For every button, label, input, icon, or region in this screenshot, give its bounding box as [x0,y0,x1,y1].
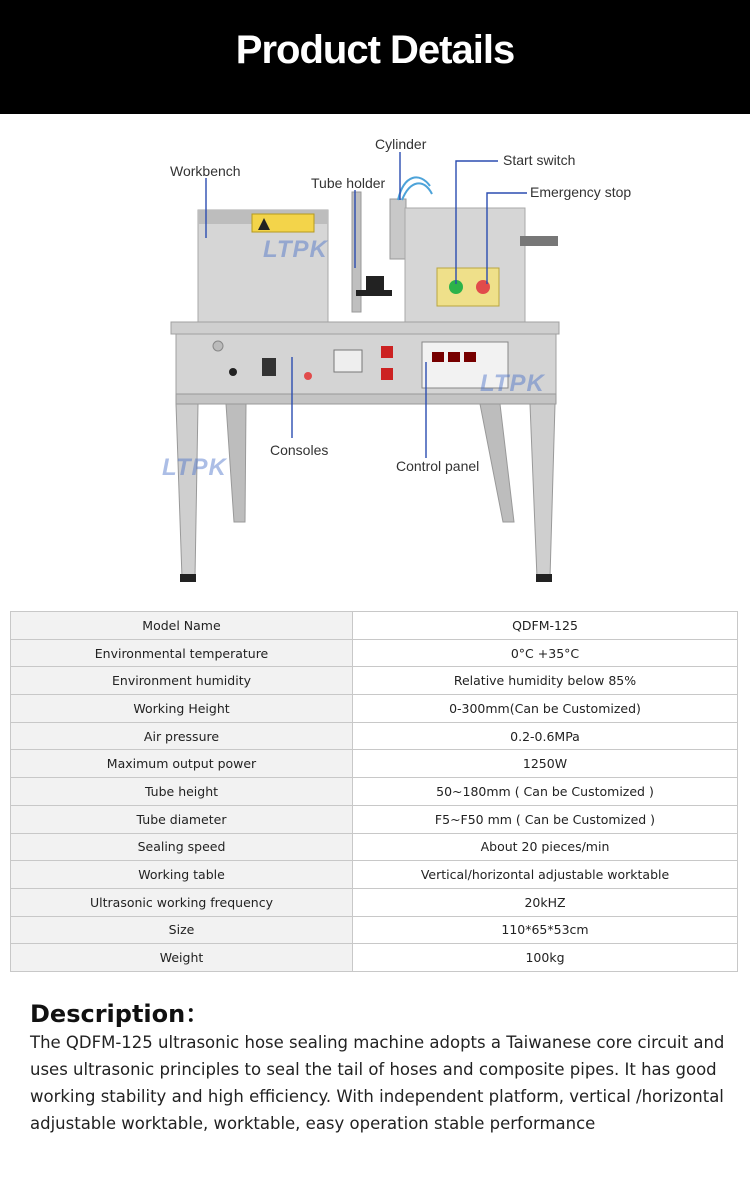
red-button [304,372,312,380]
table-row [11,888,738,916]
digit-display-2 [448,352,460,362]
stop-button [476,280,490,294]
foot [536,574,552,582]
spec-label: Ultrasonic working frequency [11,888,353,916]
page-title: Product Details [235,28,515,72]
spec-label: Air pressure [11,722,353,750]
spec-value: Relative humidity below 85% [353,667,738,695]
spec-value: Vertical/horizontal adjustable worktable [353,861,738,889]
leg-back-left [226,404,246,522]
head-shaft [520,236,558,246]
callout-start-switch: Start switch [503,152,576,168]
spec-value: QDFM-125 [353,612,738,640]
ammeter [334,350,362,372]
spec-value: 100kg [353,944,738,972]
spec-label: Environment humidity [11,667,353,695]
callout-consoles: Consoles [270,442,329,458]
leg-back-right [480,404,514,522]
spec-value: 0.2-0.6MPa [353,722,738,750]
watermark-logo: LTPK [263,236,328,263]
table-row [11,805,738,833]
machine-figure [0,114,750,610]
toggle-switch-1 [381,346,393,358]
spec-value: 50~180mm ( Can be Customized ) [353,778,738,806]
table-row [11,667,738,695]
digit-display-3 [464,352,476,362]
table-row [11,833,738,861]
table-row [11,916,738,944]
foot [180,574,196,582]
tabletop [171,322,559,334]
table-row [11,750,738,778]
table-row [11,612,738,640]
tube-holder-clamp [356,290,392,296]
spec-label: Model Name [11,612,353,640]
spec-label: Environmental temperature [11,639,353,667]
digit-display-1 [432,352,444,362]
spec-label: Working table [11,861,353,889]
spec-label: Tube height [11,778,353,806]
air-hose-2 [402,183,432,200]
spec-label: Tube diameter [11,805,353,833]
spec-label: Sealing speed [11,833,353,861]
callout-tube-holder: Tube holder [311,175,386,191]
callout-workbench: Workbench [170,163,241,179]
table-row [11,861,738,889]
spec-label: Size [11,916,353,944]
callout-cylinder: Cylinder [375,136,427,152]
spec-value: 0°C +35°C [353,639,738,667]
tube-holder-cup [366,276,384,290]
spec-value: About 20 pieces/min [353,833,738,861]
watermark-logo: LTPK [480,370,545,397]
description-text: The QDFM-125 ultrasonic hose sealing machine adopts a Taiwanese core circuit and uses ultrasonic principles to seal the tail of hoses and composite pipes. It has good working stability and high efficiency. With independent platform, vertical /horizontal adjustable worktable, worktable, easy operation stable performance [30,1033,725,1133]
spec-value: F5~F50 mm ( Can be Customized ) [353,805,738,833]
callout-emergency-stop: Emergency stop [530,184,632,200]
toggle-switch-2 [381,368,393,380]
header-banner [0,0,750,114]
spec-table [10,611,738,972]
spec-label: Working Height [11,695,353,723]
screw [213,341,223,351]
table-row [11,639,738,667]
power-socket [229,368,237,376]
leg-front-left [176,404,198,578]
selector-knob [262,358,276,376]
table-row [11,778,738,806]
spec-value: 110*65*53cm [353,916,738,944]
callout-control-panel: Control panel [396,458,480,474]
description-heading: Description： [30,1000,210,1028]
spec-label: Weight [11,944,353,972]
spec-label: Maximum output power [11,750,353,778]
table-row [11,722,738,750]
spec-value: 0-300mm(Can be Customized) [353,695,738,723]
cylinder-body [390,199,406,259]
leg-front-right [530,404,555,578]
spec-value: 20kHZ [353,888,738,916]
watermark-logo: LTPK [162,454,227,481]
spec-value: 1250W [353,750,738,778]
table-row [11,944,738,972]
table-row [11,695,738,723]
